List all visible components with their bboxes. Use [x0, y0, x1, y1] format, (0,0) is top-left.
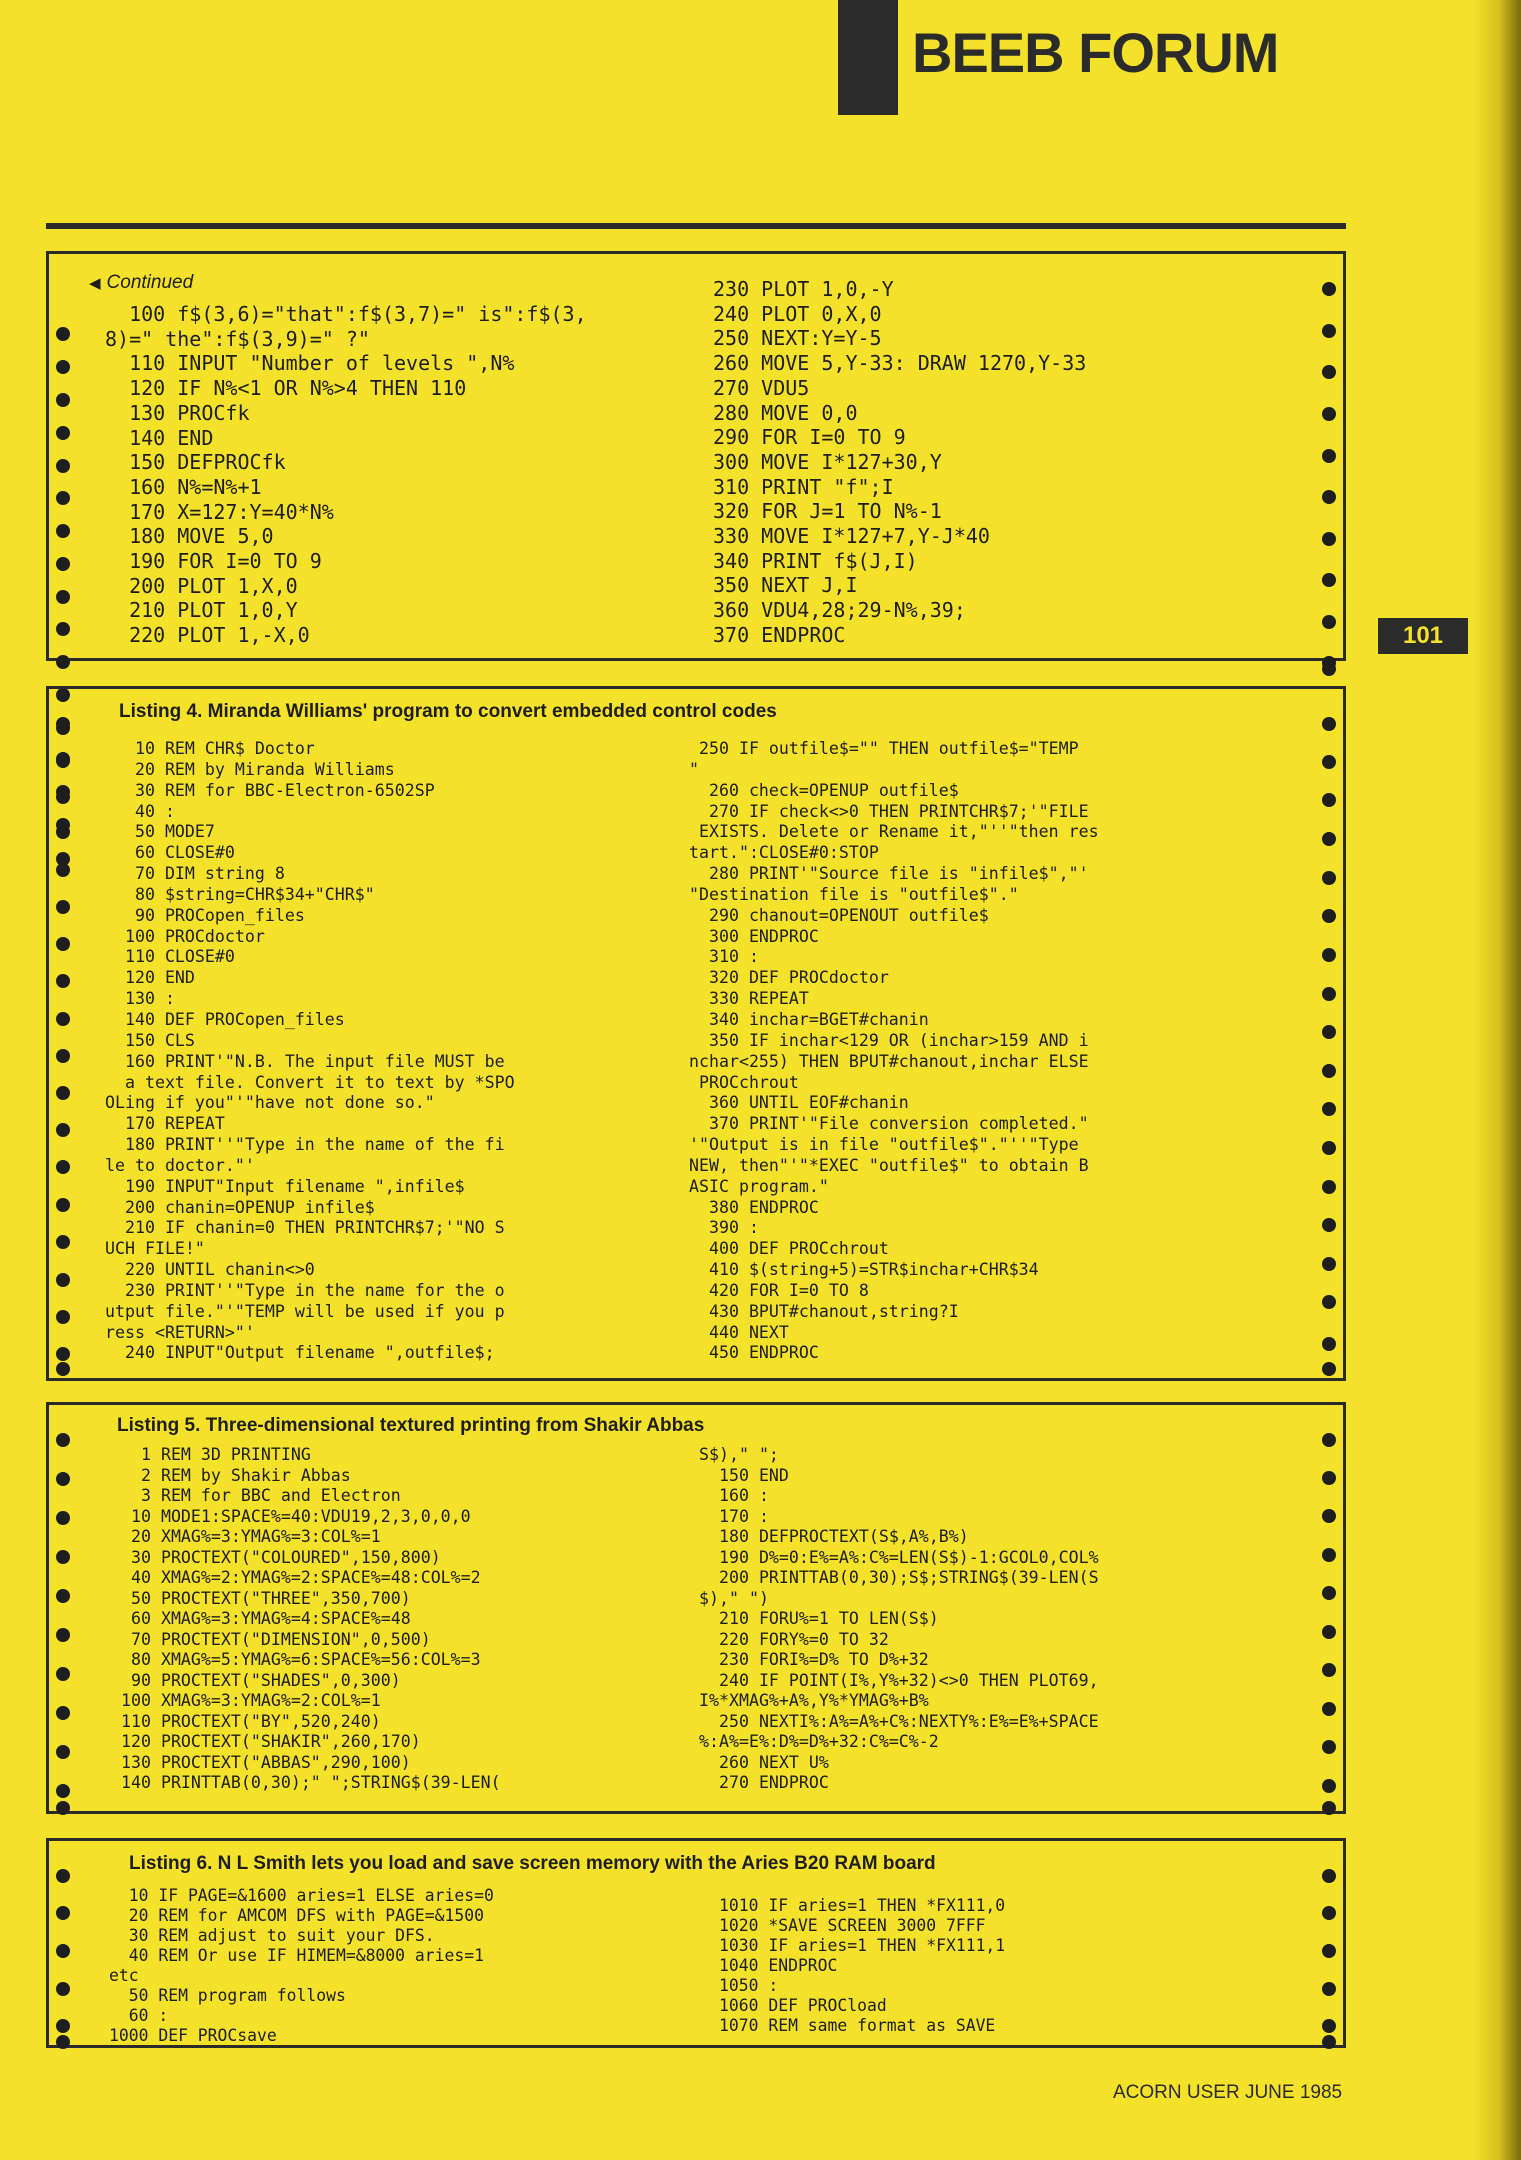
perforation-hole [1322, 1869, 1336, 1883]
perforation-hole [56, 2035, 70, 2049]
code-line: 160 PRINT'"N.B. The input file MUST be [105, 1051, 505, 1071]
perforation-hole [56, 327, 70, 341]
code-line: utput file."'"TEMP will be used if you p [105, 1301, 505, 1321]
code-line: 330 MOVE I*127+7,Y-J*40 [713, 524, 990, 549]
code-line: $)," ") [699, 1588, 769, 1608]
code-line: 60 XMAG%=3:YMAG%=4:SPACE%=48 [111, 1609, 411, 1628]
code-line: 200 chanin=OPENUP infile$ [105, 1197, 375, 1217]
perforation-hole [1322, 532, 1336, 546]
perforation-hole [1322, 1740, 1336, 1754]
perforation-hole [56, 590, 70, 604]
code-line: 250 NEXTI%:A%=A%+C%:NEXTY%:E%=E%+SPACE [699, 1711, 1099, 1731]
code-line: 340 PRINT f$(J,I) [713, 548, 918, 573]
code-line: 320 DEF PROCdoctor [689, 968, 889, 988]
perforation-left [56, 1849, 70, 2037]
perforation-hole [1322, 1801, 1336, 1815]
perforation-hole [56, 1784, 70, 1798]
perforation-right [1322, 1413, 1336, 1803]
code-line: 1050 : [719, 1976, 779, 1995]
code-line: 40 REM Or use IF HIMEM=&8000 aries=1 [109, 1946, 484, 1965]
code-line: " [689, 759, 699, 779]
perforation-hole [1322, 909, 1336, 923]
code-line: 230 FORI%=D% TO D%+32 [699, 1650, 929, 1669]
section-header: BEEB FORUM [912, 21, 1279, 84]
perforation-left [56, 1413, 70, 1803]
perforation-hole [1322, 1295, 1336, 1309]
code-line: ASIC program." [689, 1176, 829, 1196]
code-line: 370 ENDPROC [713, 622, 846, 647]
perforation-hole [1322, 662, 1336, 676]
perforation-right [1322, 697, 1336, 1370]
perforation-hole [56, 426, 70, 440]
perforation-hole [56, 1160, 70, 1174]
code-line: 240 PLOT 0,X,0 [713, 301, 882, 326]
code-line: 270 VDU5 [713, 375, 810, 400]
perforation-hole [1322, 2035, 1336, 2049]
code-line: 110 PROCTEXT("BY",520,240) [111, 1711, 381, 1731]
code-line: 220 FORY%=0 TO 32 [699, 1629, 889, 1649]
code-line: 10 IF PAGE=&1600 aries=1 ELSE aries=0 [109, 1886, 494, 1905]
perforation-hole [1322, 1102, 1336, 1116]
code-line: 350 IF inchar<129 OR (inchar>159 AND i [689, 1030, 1089, 1050]
perforation-hole [1322, 1982, 1336, 1996]
code-line: 30 PROCTEXT("COLOURED",150,800) [111, 1547, 441, 1567]
perforation-hole [56, 1667, 70, 1681]
code-line: 120 PROCTEXT("SHAKIR",260,170) [111, 1732, 421, 1751]
code-line: 450 ENDPROC [689, 1343, 819, 1363]
listing-4 [46, 686, 1346, 1381]
perforation-hole [1322, 1625, 1336, 1639]
code-line: etc [109, 1966, 139, 1985]
code-line: a text file. Convert it to text by *SPO [105, 1072, 515, 1092]
code-line: 270 IF check<>0 THEN PRINTCHR$7;'"FILE [689, 801, 1089, 821]
perforation-hole [1322, 755, 1336, 769]
perforation-hole [56, 1123, 70, 1137]
code-line: 50 MODE7 [105, 822, 215, 842]
perforation-hole [56, 752, 70, 766]
code-line: 3 REM for BBC and Electron [111, 1486, 401, 1505]
code-line: S$)," "; [699, 1445, 779, 1464]
code-line: 220 UNTIL chanin<>0 [105, 1260, 315, 1280]
code-line: 130 : [105, 989, 175, 1009]
perforation-hole [1322, 987, 1336, 1001]
perforation-hole [1322, 871, 1336, 885]
code-line: 190 FOR I=0 TO 9 [105, 549, 322, 574]
code-line: 230 PLOT 1,0,-Y [713, 277, 894, 301]
perforation-hole [56, 459, 70, 473]
code-line: 1010 IF aries=1 THEN *FX111,0 [719, 1896, 1006, 1915]
page-number: 101 [1378, 618, 1468, 654]
perforation-hole [1322, 1702, 1336, 1716]
code-line: 110 CLOSE#0 [105, 947, 235, 967]
triangle-left-icon: ◀ [89, 275, 101, 292]
code-line: 1070 REM same format as SAVE [719, 2016, 996, 2035]
code-line: 260 NEXT U% [699, 1752, 829, 1772]
perforation-hole [56, 974, 70, 988]
code-line: 80 XMAG%=5:YMAG%=6:SPACE%=56:COL%=3 [111, 1650, 481, 1669]
perforation-hole [56, 1628, 70, 1642]
perforation-hole [1322, 2019, 1336, 2033]
code-line: 110 INPUT "Number of levels ",N% [105, 351, 515, 376]
code-line: 290 FOR I=0 TO 9 [713, 425, 906, 450]
code-line: 130 PROCfk [105, 400, 250, 425]
code-line: 150 CLS [105, 1030, 195, 1050]
code-line: ress <RETURN>"' [105, 1322, 255, 1342]
code-line: 160 : [699, 1486, 769, 1505]
perforation-hole [1322, 1906, 1336, 1920]
code-column-left [105, 302, 587, 648]
code-line: 250 IF outfile$="" THEN outfile$="TEMP [689, 739, 1079, 758]
perforation-hole [56, 655, 70, 669]
listing-5-title: Listing 5. Three-dimensional textured printing from Shakir Abbas [117, 1415, 705, 1436]
code-line: 330 REPEAT [689, 989, 809, 1009]
code-column-right [689, 739, 1099, 1364]
continued-label [89, 272, 193, 294]
perforation-hole [56, 1198, 70, 1212]
perforation-hole [56, 1049, 70, 1063]
perforation-hole [56, 1433, 70, 1447]
code-line: 280 PRINT'"Source file is "infile$","' [689, 864, 1089, 884]
perforation-hole [56, 557, 70, 571]
code-line: 300 MOVE I*127+30,Y [713, 449, 942, 474]
perforation-hole [1322, 1944, 1336, 1958]
code-line: 1000 DEF PROCsave [109, 2026, 277, 2045]
perforation-hole [1322, 282, 1336, 296]
perforation-hole [1322, 793, 1336, 807]
code-line: 190 D%=0:E%=A%:C%=LEN(S$)-1:GCOL0,COL% [699, 1547, 1099, 1567]
perforation-hole [1322, 407, 1336, 421]
perforation-right [1322, 1849, 1336, 2037]
code-line: 140 DEF PROCopen_files [105, 1009, 345, 1029]
perforation-hole [1322, 1509, 1336, 1523]
code-line: 430 BPUT#chanout,string?I [689, 1301, 959, 1321]
perforation-hole [56, 1745, 70, 1759]
code-line: 240 INPUT"Output filename ",outfile$; [105, 1343, 495, 1363]
perforation-hole [1322, 1433, 1336, 1447]
code-line: 140 PRINTTAB(0,30);" ";STRING$(39-LEN( [111, 1773, 501, 1792]
perforation-hole [56, 1906, 70, 1920]
code-line: 30 REM adjust to suit your DFS. [109, 1926, 435, 1945]
code-line: 90 PROCopen_files [105, 905, 305, 925]
code-line: tart.":CLOSE#0:STOP [689, 843, 879, 863]
header-rule [46, 223, 1346, 229]
code-column-right [719, 1896, 1005, 2036]
code-line: PROCchrout [689, 1072, 799, 1092]
code-line: 340 inchar=BGET#chanin [689, 1009, 929, 1029]
code-line: 50 REM program follows [109, 1986, 346, 2005]
code-line: 360 UNTIL EOF#chanin [689, 1093, 909, 1113]
code-line: 260 MOVE 5,Y-33: DRAW 1270,Y-33 [713, 351, 1087, 376]
code-column-right [699, 1445, 1099, 1794]
perforation-hole [1322, 1362, 1336, 1376]
code-line: 150 DEFPROCfk [105, 450, 286, 475]
perforation-hole [1322, 615, 1336, 629]
perforation-hole [56, 1347, 70, 1361]
code-column-right [713, 277, 1086, 648]
code-line: 440 NEXT [689, 1322, 789, 1342]
perforation-hole [1322, 1180, 1336, 1194]
perforation-hole [1322, 1218, 1336, 1232]
code-line: 170 : [699, 1506, 769, 1526]
perforation-hole [56, 1235, 70, 1249]
code-line: 230 PRINT''"Type in the name for the o [105, 1280, 505, 1300]
code-line: 360 VDU4,28;29-N%,39; [713, 598, 966, 623]
perforation-hole [56, 1982, 70, 1996]
perforation-right [1322, 262, 1336, 650]
code-line: 290 chanout=OPENOUT outfile$ [689, 905, 989, 925]
code-line: 180 PRINT''"Type in the name of the fi [105, 1135, 505, 1155]
perforation-hole [1322, 573, 1336, 587]
code-line: 420 FOR I=0 TO 8 [689, 1280, 869, 1300]
perforation-hole [1322, 1337, 1336, 1351]
code-line: 50 PROCTEXT("THREE",350,700) [111, 1588, 411, 1608]
code-line: 20 XMAG%=3:YMAG%=3:COL%=1 [111, 1527, 381, 1546]
code-line: 100 f$(3,6)="that":f$(3,7)=" is":f$(3, [105, 302, 587, 326]
code-line: 40 : [105, 801, 175, 821]
perforation-hole [56, 863, 70, 877]
perforation-left [56, 697, 70, 1370]
perforation-hole [56, 1589, 70, 1603]
perforation-hole [56, 524, 70, 538]
perforation-hole [56, 491, 70, 505]
code-line: 280 MOVE 0,0 [713, 400, 858, 425]
listing-6 [46, 1838, 1346, 2048]
code-line: I%*XMAG%+A%,Y%*YMAG%+B% [699, 1691, 929, 1710]
code-line: 200 PRINTTAB(0,30);S$;STRING$(39-LEN(S [699, 1568, 1099, 1587]
code-line: 70 DIM string 8 [105, 864, 285, 884]
code-line: 120 IF N%<1 OR N%>4 THEN 110 [105, 376, 467, 401]
code-line: 390 : [689, 1218, 759, 1238]
perforation-hole [56, 393, 70, 407]
code-line: 70 PROCTEXT("DIMENSION",0,500) [111, 1629, 431, 1649]
code-line: 300 ENDPROC [689, 926, 819, 946]
code-line: nchar<255) THEN BPUT#chanout,inchar ELSE [689, 1051, 1089, 1071]
code-line: 150 END [699, 1465, 789, 1485]
perforation-hole [56, 1511, 70, 1525]
code-line: 220 PLOT 1,-X,0 [105, 623, 310, 648]
code-line: 80 $string=CHR$34+"CHR$" [105, 884, 375, 904]
code-line: 40 XMAG%=2:YMAG%=2:SPACE%=48:COL%=2 [111, 1568, 481, 1587]
perforation-hole [56, 1869, 70, 1883]
perforation-hole [56, 825, 70, 839]
code-line: 10 REM CHR$ Doctor [105, 739, 315, 758]
perforation-hole [1322, 1257, 1336, 1271]
perforation-hole [56, 937, 70, 951]
perforation-hole [56, 1550, 70, 1564]
code-line: 130 PROCTEXT("ABBAS",290,100) [111, 1752, 411, 1772]
perforation-hole [1322, 1141, 1336, 1155]
code-line: 10 MODE1:SPACE%=40:VDU19,2,3,0,0,0 [111, 1506, 471, 1526]
code-line: NEW, then"'"*EXEC "outfile$" to obtain B [689, 1155, 1089, 1175]
listing-4-title: Listing 4. Miranda Williams' program to convert embedded control codes [119, 701, 777, 722]
code-line: 1040 ENDPROC [719, 1956, 838, 1975]
code-line: 180 MOVE 5,0 [105, 524, 274, 549]
code-line: 1060 DEF PROCload [719, 1996, 887, 2015]
listing-5 [46, 1402, 1346, 1814]
code-column-left [109, 1886, 494, 2046]
listing-6-title: Listing 6. N L Smith lets you load and save screen memory with the Aries B20 RAM board [129, 1853, 936, 1874]
code-line: 350 NEXT J,I [713, 573, 858, 598]
perforation-hole [56, 1472, 70, 1486]
header-bar [838, 0, 898, 115]
perforation-hole [1322, 717, 1336, 731]
code-line: 90 PROCTEXT("SHADES",0,300) [111, 1670, 401, 1690]
code-line: 370 PRINT'"File conversion completed." [689, 1114, 1089, 1134]
perforation-hole [1322, 490, 1336, 504]
continued-text: Continued [106, 272, 194, 293]
code-line: 190 INPUT"Input filename ",infile$ [105, 1176, 465, 1196]
code-line: 200 PLOT 1,X,0 [105, 573, 298, 598]
code-line: "Destination file is "outfile$"." [689, 884, 1019, 904]
code-line: 100 PROCdoctor [105, 926, 265, 946]
code-column-left [105, 739, 515, 1364]
listing-continued [46, 251, 1346, 661]
perforation-hole [56, 1086, 70, 1100]
code-line: 140 END [105, 425, 214, 450]
code-line: '"Output is in file "outfile$"."''"Type [689, 1135, 1079, 1155]
perforation-hole [56, 790, 70, 804]
code-line: %:A%=E%:D%=D%+32:C%=C%-2 [699, 1732, 939, 1751]
code-line: 310 : [689, 947, 759, 967]
perforation-hole [56, 2019, 70, 2033]
perforation-hole [1322, 324, 1336, 338]
perforation-hole [1322, 365, 1336, 379]
code-line: 1020 *SAVE SCREEN 3000 7FFF [719, 1916, 986, 1935]
code-line: 320 FOR J=1 TO N%-1 [713, 499, 942, 524]
code-line: 400 DEF PROCchrout [689, 1239, 889, 1259]
perforation-hole [1322, 1064, 1336, 1078]
code-line: 210 PLOT 1,0,Y [105, 598, 298, 623]
perforation-hole [1322, 1586, 1336, 1600]
perforation-hole [56, 900, 70, 914]
code-line: 270 ENDPROC [699, 1773, 829, 1792]
code-line: 20 REM by Miranda Williams [105, 759, 395, 779]
code-line: 8)=" the":f$(3,9)=" ?" [105, 326, 370, 351]
perforation-hole [1322, 1779, 1336, 1793]
code-line: 160 N%=N%+1 [105, 474, 262, 499]
code-line: 2 REM by Shakir Abbas [111, 1465, 351, 1485]
code-line: 60 CLOSE#0 [105, 843, 235, 863]
code-line: 250 NEXT:Y=Y-5 [713, 326, 882, 351]
perforation-hole [56, 1944, 70, 1958]
code-line: 100 XMAG%=3:YMAG%=2:COL%=1 [111, 1691, 381, 1710]
code-line: 170 X=127:Y=40*N% [105, 499, 334, 524]
code-line: 20 REM for AMCOM DFS with PAGE=&1500 [109, 1906, 484, 1925]
code-line: 240 IF POINT(I%,Y%+32)<>0 THEN PLOT69, [699, 1670, 1099, 1690]
perforation-hole [56, 360, 70, 374]
perforation-hole [56, 1706, 70, 1720]
perforation-left [56, 262, 70, 650]
code-line: le to doctor."' [105, 1155, 255, 1175]
perforation-hole [56, 717, 70, 731]
code-line: EXISTS. Delete or Rename it,"''"then res [689, 822, 1099, 842]
code-line: 210 FORU%=1 TO LEN(S$) [699, 1609, 939, 1628]
perforation-hole [56, 1310, 70, 1324]
perforation-hole [1322, 449, 1336, 463]
code-line: 260 check=OPENUP outfile$ [689, 780, 959, 800]
code-column-left [111, 1445, 501, 1794]
code-line: 120 END [105, 968, 195, 988]
perforation-hole [1322, 1025, 1336, 1039]
page-footer: ACORN USER JUNE 1985 [1113, 2082, 1343, 2103]
code-line: OLing if you"'"have not done so." [105, 1093, 435, 1113]
perforation-hole [1322, 948, 1336, 962]
perforation-hole [1322, 1471, 1336, 1485]
code-line: 170 REPEAT [105, 1114, 225, 1134]
code-line: 60 : [109, 2006, 169, 2025]
perforation-hole [56, 1273, 70, 1287]
perforation-hole [56, 622, 70, 636]
perforation-hole [1322, 1548, 1336, 1562]
code-line: 1030 IF aries=1 THEN *FX111,1 [719, 1936, 1006, 1955]
code-line: 1 REM 3D PRINTING [111, 1445, 311, 1464]
code-line: 180 DEFPROCTEXT(S$,A%,B%) [699, 1527, 969, 1546]
page-edge-shadow [1471, 0, 1521, 2160]
code-line: 30 REM for BBC-Electron-6502SP [105, 780, 435, 800]
code-line: 410 $(string+5)=STR$inchar+CHR$34 [689, 1260, 1039, 1280]
code-line: UCH FILE!" [105, 1239, 205, 1259]
code-line: 210 IF chanin=0 THEN PRINTCHR$7;'"NO S [105, 1218, 505, 1238]
perforation-hole [56, 1801, 70, 1815]
perforation-hole [1322, 1663, 1336, 1677]
perforation-hole [56, 1012, 70, 1026]
code-line: 380 ENDPROC [689, 1197, 819, 1217]
perforation-hole [1322, 832, 1336, 846]
perforation-hole [56, 1362, 70, 1376]
code-line: 310 PRINT "f";I [713, 474, 894, 499]
